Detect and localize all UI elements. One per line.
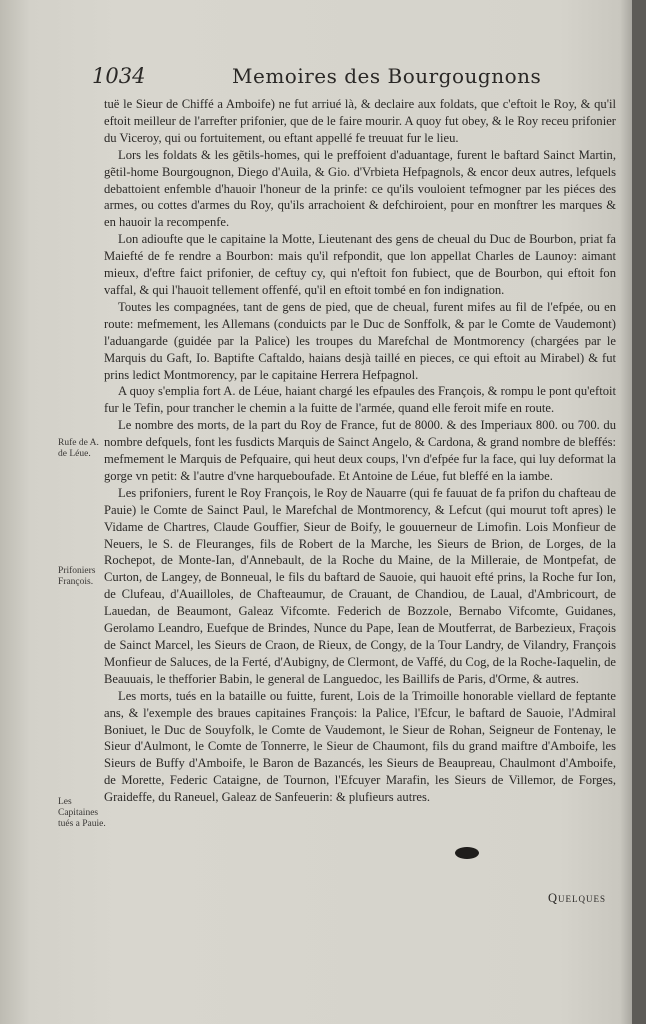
margin-note: Rufe de A. de Léue. [58,438,99,459]
paragraph: Les morts, tués en la bataille ou fuitte, furent, Lois de la Trimoille honorable viellard de feptante ans, & l'exemple des braues capitaines François: la Palice, l'Efcur, le baftard de Sauoie, l'Admiral Boniuet, le Duc de Souyfolk, le Comte de Vaudemont, le Sieur de Rohan, Seigneur de Fontenay, le Sieur d'Aulmont, le Comte de Tonnerre, le Sieur de Chaumont, fils du grand maiftre d'Amboife, les Sieurs de Buffy d'Amboife, le Baron de Bazancés, les Sieurs de Beaupreau, Chaulmont d'Amboife, de Morette, Federic Cataigne, de Tournon, l'Efcuyer Marafin, les Sieurs de Villemor, de Forges, Graideffe, du Raneuel, Galeaz de Sanfeuerin: & plufieurs autres. [104,688,616,805]
paragraph: Lon adioufte que le capitaine la Motte, Lieutenant des gens de cheual du Duc de Bourbon, priat fa Maiefté de fe rendre a Bourbon: mais qu'il refpondit, que lon appellat Charles de Launoy: aimant mieux, d'eftre faict prifonier, de ceftuy cy, qui n'eftoit fon fubiect, que de Bourbon, qui eftoit fon vaffal, & qui l'hauoit tellement offenfé, qu'il en eftoit tombé en fon indignation. [104,232,616,297]
running-title: Memoires des Bourgougnons [232,64,542,88]
page-number: 1034 [92,64,146,88]
paragraph: Lors les foldats & les gẽtils-homes, qui le preffoient d'aduantage, furent le baftard Sainct Martin, gẽtil-home Bourgougnon, Diego d'Auila, & Gio. d'Vrbieta Hefpagnols, & encor deux autres, lefquels debattoient enfemble d'hauoir l'honeur de la prinfe: ce qu'ils vouloient tefmogner par les piéces des armes, ou cottes d'armes du Roy, qu'ils arrachoient & defchiroient, pour en monftrer les marques & en hauoir la recompenfe. [104,147,616,230]
paragraph: tuë le Sieur de Chiffé a Amboife) ne fut arriué là, & declaire aux foldats, que c'eftoit le Roy, & qu'il eftoit meilleur de l'arrefter prifonier, que de le faire mourir. A quoy fut obey, & le Roy receu prifonier du Viceroy, qui ou fortuitement, ou eftant appellé fe treuuat fur le lieu. [104,97,616,145]
paragraph: A quoy s'emplia fort A. de Léue, haiant chargé les efpaules des François, & rompu le pont qu'eftoit fur le Tefin, pour trancher le chemin a la fuitte de l'armée, quand elle feroit mife en route. [104,384,616,416]
page-header [92,60,612,94]
paragraph: Le nombre des morts, de la part du Roy de France, fut de 8000. & des Imperiaux 800. ou 700. du nombre defquels, font les fusdicts Marquis de Sainct Angelo, & Cardona, & grand nombre de bleffés: mefmement le Marquis de Pefquaire, qui heut deux coups, l'vn d'efpée fur la face, qui luy deformat la gorge vn petit: & l'autre d'vne harqueboufade. Et Antoine de Léue, fut bleffé en la iambe. [104,418,616,483]
ink-blot [455,847,479,859]
catchword: Quelques [548,891,607,905]
body-text [104,96,616,806]
paragraph: Toutes les compagnées, tant de gens de pied, que de cheual, furent mifes au fil de l'efpée, ou en route: mefmement, les Allemans (conduicts par le Duc de Sonffolk, & par le Comte de Vaudemont) l'aduangarde (guidée par la Palice) les troupes du Marefchal de Montmorency (chargées par le Marquis du Gaft, Io. Baptifte Caftaldo, haians desjà taillé en pieces, ce qui eftoit au Mirabel) & fut prins ledict Montmorency, par le capitaine Herrera Hefpagnol. [104,299,616,382]
page-edge [632,0,646,1024]
margin-note: Prifoniers François. [58,566,96,587]
margin-note: Les Capitaines tués a Pauie. [58,797,106,829]
paragraph: Les prifoniers, furent le Roy François, le Roy de Nauarre (qui fe fauuat de fa prifon du chafteau de Pauie) le Comte de Sainct Paul, le Marefchal de Montmorency, & Lefcut (qui mourut toft apres) le Vidame de Chartres, Claude Gouffier, Sieur de Boify, le gouuerneur de Limofin. Lois Monfieur de Neuers, le S. de Fleuranges, fils de Robert de la Marche, les Sieurs de Brion, de Lorges, de la Rochepot, de Monte-Ian, d'Annebault, de la Roche du Maine, de la Milleraie, de Montpefat, de Curton, de Langey, de Bonneual, le fils du baftard de Sauoie, qui hauoit efté prins, la Roche fur Ion, de Clufeau, d'Auailloles, de Chafteaumur, de Crauant, de Chandiou, de Laual, d'Ambricourt, de Lauedan, de Beaumont, Galeaz Vifcomte. Federich de Bozzole, Bernabo Vifcomte, Guidanes, Gerolamo Leandro, Euefque de Brindes, Nunce du Pape, Iean de Moutferrat, de Barbezieux, Fraçois de Sainct Marcel, les Sieurs de Craon, de Rieux, de Congy, de la Tour Landry, de Vilandry, François Monfieur de Saluces, de la Ferté, d'Aubigny, de Clermont, de Vaffé, du Cog, de la Roche-Iaquelin, de Beauuais, le thefforier Babin, le general de Languedoc, les Baillifs de Paris, d'Orme, & autres. [104,485,616,686]
